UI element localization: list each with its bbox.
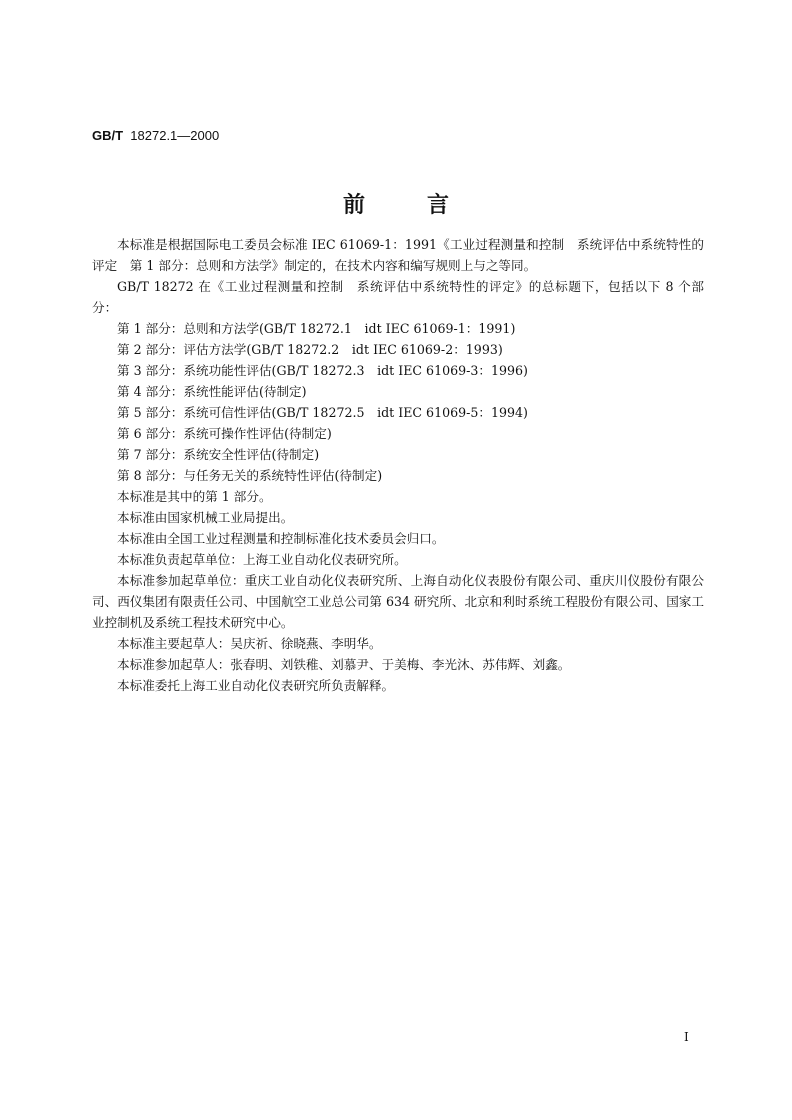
paragraph: 本标准主要起草人：吴庆祈、徐晓燕、李明华。 [117,636,382,651]
paragraph: 第 1 部分：总则和方法学(GB/T 18272.1 idt IEC 61069-1：1991) [117,321,516,336]
paragraph: 第 2 部分：评估方法学(GB/T 18272.2 idt IEC 61069-2：1993) [117,342,503,357]
paragraph: 第 8 部分：与任务无关的系统特性评估(待制定) [117,468,383,483]
paragraph: 本标准负责起草单位：上海工业自动化仪表研究所。 [117,552,407,567]
page-number: I [684,1030,689,1044]
paragraph: 第 4 部分：系统性能评估(待制定) [117,384,307,399]
paragraph: 本标准由全国工业过程测量和控制标准化技术委员会归口。 [117,531,445,546]
paragraph: 本标准是根据国际电工委员会标准 IEC 61069-1：1991《工业过程测量和控制 系统评估中系统特性的评定 第 1 部分：总则和方法学》制定的，在技术内容和编写规则上与之等同。 [92,237,704,273]
paragraph: GB/T 18272 在《工业过程测量和控制 系统评估中系统特性的评定》的总标题下，包括以下 8 个部分： [92,279,704,315]
foreword-body [92,234,704,696]
standard-code [92,128,219,143]
paragraph: 本标准由国家机械工业局提出。 [117,510,294,525]
page-title: 前言 [342,192,511,218]
paragraph: 第 6 部分：系统可操作性评估(待制定) [117,426,332,441]
standard-prefix: GB/T [92,128,124,143]
paragraph: 第 3 部分：系统功能性评估(GB/T 18272.3 idt IEC 61069-3：1996) [117,363,528,378]
paragraph: 本标准参加起草单位：重庆工业自动化仪表研究所、上海自动化仪表股份有限公司、重庆川仪股份有限公司、西仪集团有限责任公司、中国航空工业总公司第 634 研究所、北京和利时系统工程股份有限公司、国家工业控制机及系统工程技术研究中心。 [92,573,704,630]
standard-number: 18272.1—2000 [130,128,220,143]
paragraph: 第 7 部分：系统安全性评估(待制定) [117,447,320,462]
paragraph: 本标准是其中的第 1 部分。 [117,489,272,504]
paragraph: 本标准参加起草人：张春明、刘铁稚、刘慕尹、于美梅、李光沐、苏伟辉、刘鑫。 [117,657,571,672]
paragraph: 本标准委托上海工业自动化仪表研究所负责解释。 [117,678,395,693]
paragraph: 第 5 部分：系统可信性评估(GB/T 18272.5 idt IEC 61069-5：1994) [117,405,528,420]
